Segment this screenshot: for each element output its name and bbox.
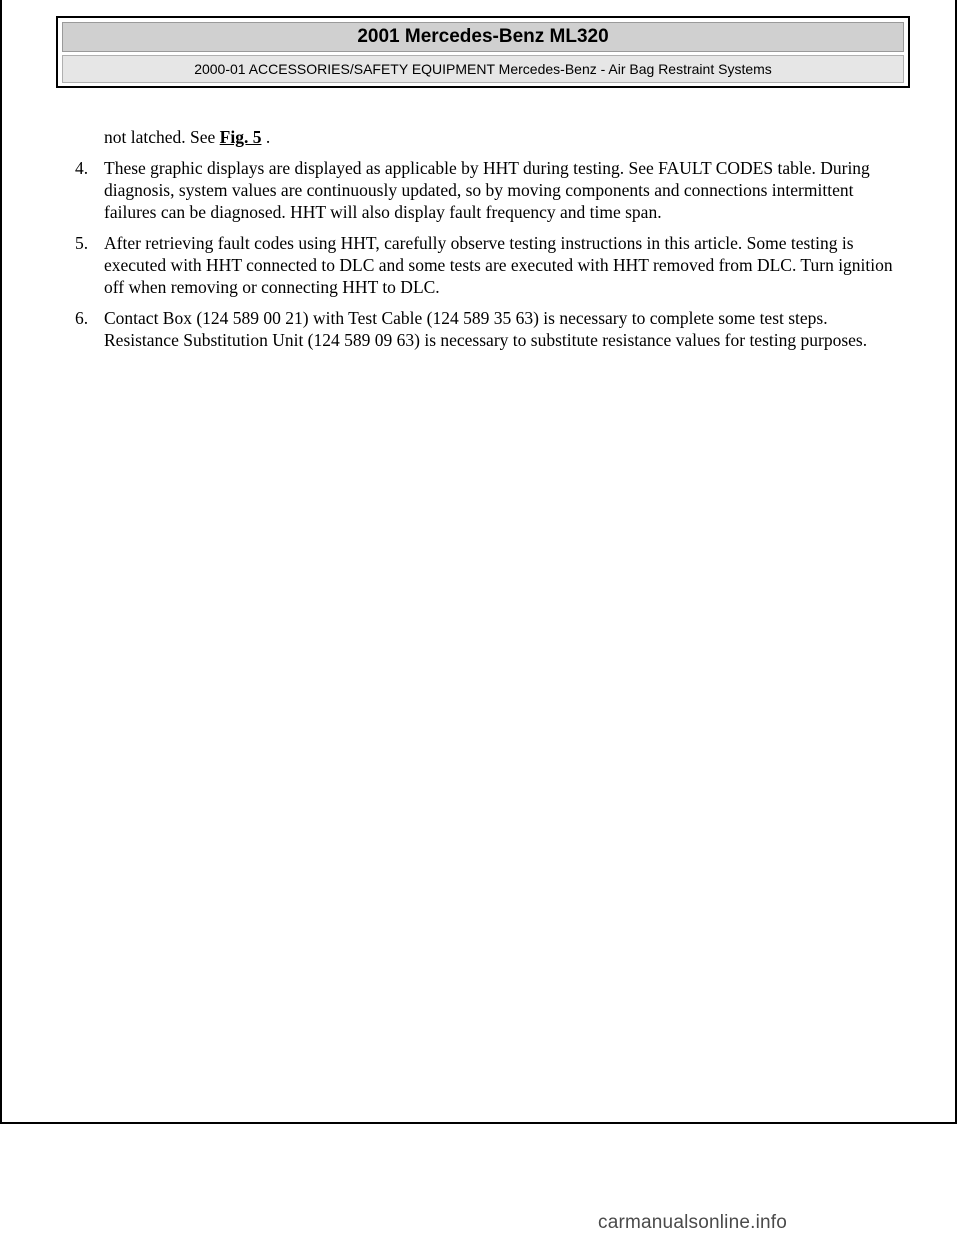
document-body xyxy=(0,126,900,360)
watermark: carmanualsonline.info xyxy=(598,1212,788,1233)
figure-link[interactable]: Fig. 5 xyxy=(219,127,262,147)
continuation-text: not latched. See xyxy=(104,127,220,147)
step-text: Contact Box (124 589 00 21) with Test Cable (124 589 35 63) is necessary to complete some test steps. Resistance Substitution Unit (124 589 09 63) is necessary to substitute resistance values for testing purposes. xyxy=(104,308,868,350)
step-text: These graphic displays are displayed as applicable by HHT during testing. See FAULT CODES table. During diagnosis, system values are continuously updated, so by moving components and connections intermittent failures can be diagnosed. HHT will also display fault frequency and time span. xyxy=(104,158,870,222)
document-title: 2001 Mercedes-Benz ML320 xyxy=(62,22,904,52)
step-number: 5. xyxy=(75,233,89,253)
continuation-end: . xyxy=(261,127,271,147)
step-text: After retrieving fault codes using HHT, carefully observe testing instructions in this article. Some testing is executed with HHT connected to DLC and some tests are executed with HHT removed from DLC. Turn ignition off when removing or connecting HHT to DLC. xyxy=(104,233,893,297)
step-number: 4. xyxy=(75,158,89,178)
step-item xyxy=(0,232,900,298)
document-subtitle: 2000-01 ACCESSORIES/SAFETY EQUIPMENT Mercedes-Benz - Air Bag Restraint Systems xyxy=(62,55,904,83)
step-item xyxy=(0,157,900,223)
continuation-paragraph xyxy=(0,126,900,148)
step-item xyxy=(0,307,900,351)
step-number: 6. xyxy=(75,308,89,328)
document-header xyxy=(56,16,910,88)
